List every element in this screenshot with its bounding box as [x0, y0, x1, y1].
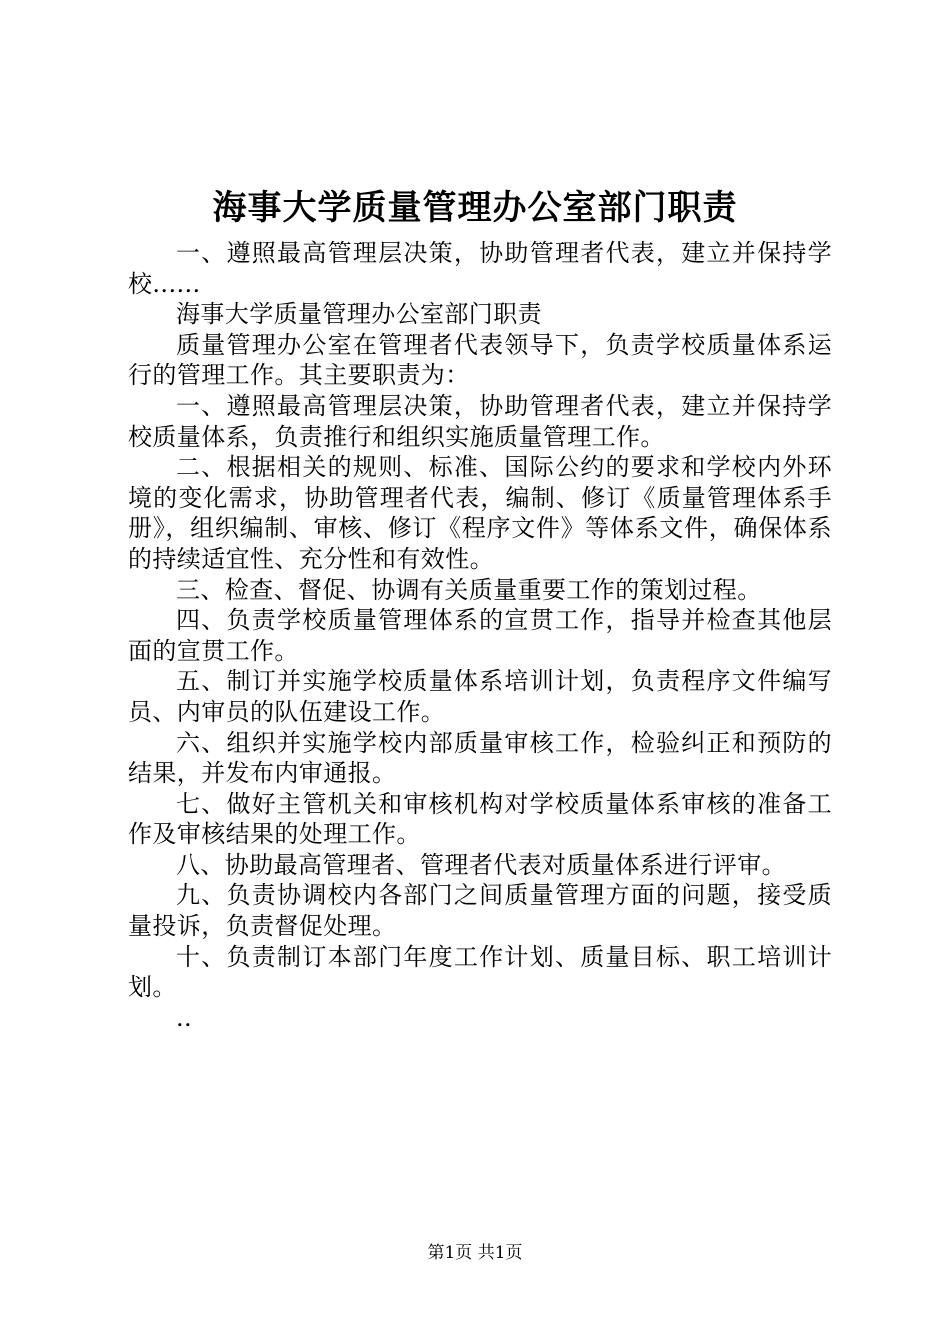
paragraph-summary: 一、遵照最高管理层决策，协助管理者代表，建立并保持学校...... [128, 239, 832, 298]
page-number-footer: 第1页 共1页 [427, 1243, 523, 1263]
paragraph-duty-1: 一、遵照最高管理层决策，协助管理者代表，建立并保持学校质量体系，负责推行和组织实施质量管理工作。 [128, 391, 832, 451]
paragraph-duty-4: 四、负责学校质量管理体系的宣贯工作，指导并检查其他层面的宣贯工作。 [128, 606, 832, 665]
paragraph-subtitle: 海事大学质量管理办公室部门职责 [176, 300, 542, 329]
paragraph-duty-8: 八、协助最高管理者、管理者代表对质量体系进行评审。 [176, 850, 786, 879]
paragraph-duty-3: 三、检查、督促、协调有关质量重要工作的策划过程。 [176, 575, 762, 604]
paragraph-intro: 质量管理办公室在管理者代表领导下，负责学校质量体系运行的管理工作。其主要职责为： [128, 330, 832, 390]
paragraph-duty-2: 二、根据相关的规则、标准、国际公约的要求和学校内外环境的变化需求，协助管理者代表，编制、修订《质量管理体系手册》，组织编制、审核、修订《程序文件》等体系文件，确保体系的持续适宜性、充分性和有效性。 [128, 453, 832, 573]
paragraph-duty-5: 五、制订并实施学校质量体系培训计划，负责程序文件编写员、内审员的队伍建设工作。 [128, 667, 832, 726]
document-title: 海事大学质量管理办公室部门职责 [212, 188, 738, 228]
paragraph-duty-7: 七、做好主管机关和审核机构对学校质量体系审核的准备工作及审核结果的处理工作。 [128, 789, 832, 849]
paragraph-duty-9: 九、负责协调校内各部门之间质量管理方面的问题，接受质量投诉，负责督促处理。 [128, 881, 832, 941]
paragraph-duty-10: 十、负责制订本部门年度工作计划、质量目标、职工培训计划。 [128, 942, 832, 1002]
document-body [128, 238, 832, 1033]
paragraph-trailing-dots: .. [176, 1003, 193, 1032]
paragraph-duty-6: 六、组织并实施学校内部质量审核工作，检验纠正和预防的结果，并发布内审通报。 [128, 728, 832, 788]
